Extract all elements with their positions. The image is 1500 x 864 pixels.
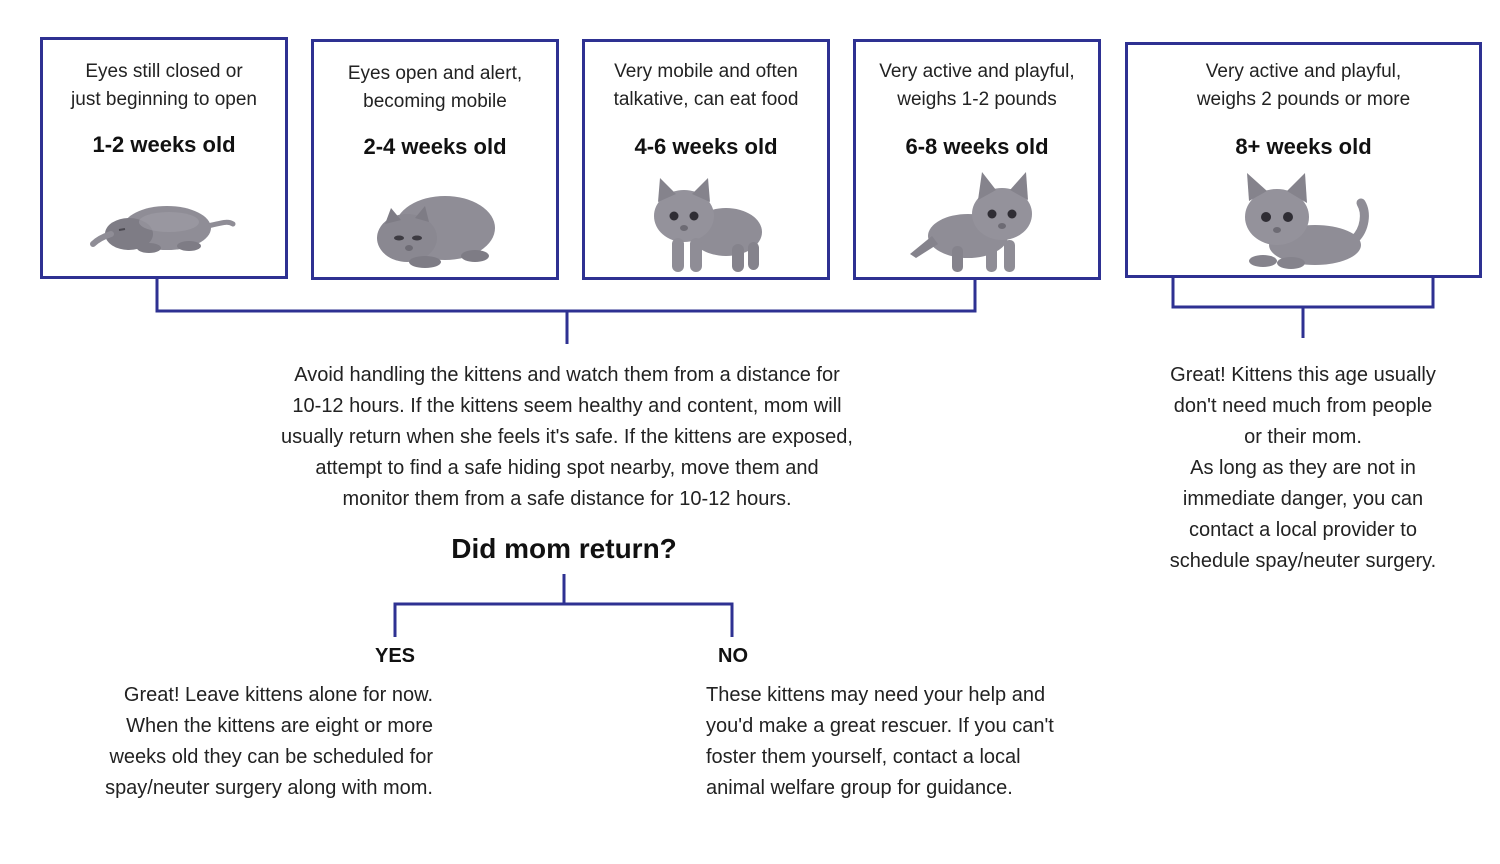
lying-kitten-image — [1229, 169, 1379, 275]
older-stage-bracket — [1173, 277, 1433, 307]
stage-card-6-8-weeks — [853, 39, 1101, 280]
no-label: NO — [718, 645, 748, 667]
stage-card-8-plus-weeks — [1125, 42, 1482, 278]
stage-card-4-6-weeks — [582, 39, 830, 280]
young-kittens-advice: Avoid handling the kittens and watch them from a distance for 10-12 hours. If the kittens seem healthy and content, mom will usually return when she feels it's safe. If the kittens are exposed, attempt to find a safe hiding spot nearby, move them and monitor them from a safe distance for 10-12 hours. — [281, 364, 853, 510]
stage-description: Eyes open and alert, becoming mobile — [347, 63, 523, 112]
crouching-kitten-image — [365, 184, 505, 270]
yes-no-bracket — [395, 604, 732, 637]
stage-description: Very active and playful, weighs 2 pounds or more — [1196, 61, 1411, 110]
walking-kitten-image — [902, 166, 1052, 276]
yes-label: YES — [374, 645, 416, 667]
stage-description: Very active and playful, weighs 1-2 pounds — [879, 61, 1075, 110]
stage-description: Eyes still closed or just beginning to open — [71, 61, 257, 110]
stage-age: 2-4 weeks old — [363, 134, 507, 159]
stage-age: 1-2 weeks old — [92, 132, 236, 157]
stage-age: 8+ weeks old — [1235, 134, 1372, 159]
mom-return-question: Did mom return? — [451, 533, 677, 564]
no-advice: These kittens may need your help and you'd make a great rescuer. If you can't foster them yourself, contact a local animal welfare group for guidance. — [706, 684, 1054, 799]
yes-advice: Great! Leave kittens alone for now. When the kittens are eight or more weeks old they can be scheduled for spay/neuter surgery along with mom. — [105, 684, 433, 799]
stage-card-2-4-weeks — [311, 39, 559, 280]
stage-age: 4-6 weeks old — [634, 134, 778, 159]
newborn-kitten-image — [89, 192, 239, 258]
stage-age: 6-8 weeks old — [905, 134, 1049, 159]
older-kittens-advice: Great! Kittens this age usually don't need much from people or their mom. As long as they are not in immediate danger, you can contact a local provider to schedule spay/neuter surgery. — [1169, 364, 1437, 572]
stage-card-1-2-weeks — [40, 37, 288, 279]
standing-kitten-image — [636, 172, 776, 276]
stage-description: Very mobile and often talkative, can eat food — [613, 61, 799, 110]
young-stages-bracket — [157, 279, 975, 311]
